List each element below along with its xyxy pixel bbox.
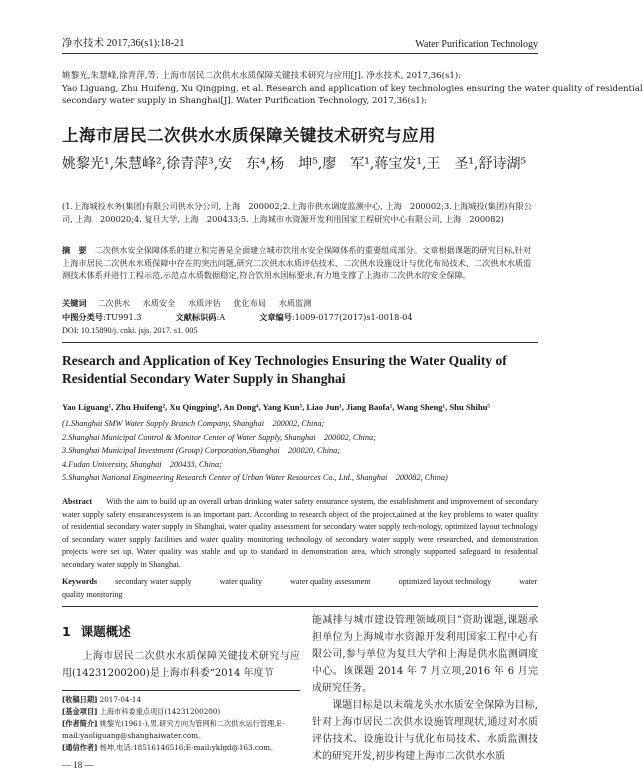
chinese-affiliations: (1.上海城投水务(集团)有限公司供水分公司, 上海 200002;2.上海市供水调度监测中心, 上海 200002;3.上海城投(集团)有限公司, 上海 200020;4. 复旦大学, 上海 200433;5. 上海城市水资源开发利用国家工程研究中心有限公司, 上海 200082) — [62, 201, 532, 224]
chinese-keyword: 二次供水 — [97, 298, 130, 308]
chinese-keyword: 水质监测 — [278, 298, 312, 308]
english-keywords-label: Keywords — [62, 577, 98, 586]
english-abstract-label: Abstract — [62, 497, 93, 506]
journal-name-en: Water Purification Technology — [415, 39, 538, 50]
citation-block — [62, 70, 643, 108]
citation-en-line1: Yao Liguang, Zhu Huifeng, Xu Qingping, et al. Research and application of key technologies ensuring the water quality of residential — [62, 83, 643, 94]
english-keyword: water quality — [219, 577, 263, 586]
english-affiliation: 4.Fudan University, Shanghai 200433, China; — [62, 459, 222, 469]
english-abstract — [62, 496, 538, 572]
english-keyword: water quality assessment — [290, 577, 371, 586]
english-affiliation: 2.Shanghai Municipal Control & Monitor Center of Water Supply, Shanghai 200002, China; — [62, 432, 376, 442]
chinese-keyword: 水质安全 — [142, 298, 176, 308]
english-title: Research and Application of Key Technologies Ensuring the Water Quality of Residential Secondary Water Supply in Shanghai — [62, 353, 507, 386]
english-affiliation: 5.Shanghai National Engineering Research Center of Urban Water Resources Co., Ltd., Shanghai 200082, China) — [62, 473, 448, 482]
chinese-authors: 姚黎光¹,朱慧峰²,徐青萍³,安 东⁴,杨 坤⁵,廖 军¹,蒋宝发¹,王 圣¹,舒诗湖⁵ — [62, 156, 527, 172]
english-keyword: optimized layout technology — [398, 577, 492, 586]
running-header — [62, 38, 538, 54]
section-divider — [62, 606, 538, 607]
chinese-abstract-text: 二次供水安全保障体系的建立和完善是全面建立城市饮用水安全保障体系的重要组成部分。文章根据课题的研究目标,针对上海市居民二次供水水质保障中存在的突出问题,研究二次供水水质评估技术、二次供水设施设计与优化布局技术、二次供水水质监测技术体系并进行工程示范,示范点水质数据稳定,符合饮用水国标要求,有力地支撑了上海市二次供水的安全保障。 — [62, 245, 532, 281]
right-column — [312, 612, 538, 765]
section-heading — [62, 622, 300, 640]
body-paragraph: 课题目标是以末端龙头水水质安全保障为目标,针对上海市居民二次供水设施管理现状,通过对水质评估技术、设施设计与优化布局技术、水质监测技术的研究开发,初步构建上海市二次供水水质 — [312, 700, 538, 762]
classification-line — [62, 312, 538, 323]
chinese-keyword: 优化布局 — [233, 298, 267, 308]
document-code: 文献标识码:A — [175, 312, 226, 322]
chinese-abstract-label: 摘 要 — [62, 245, 87, 255]
footnotes — [62, 690, 300, 754]
english-affiliations — [62, 417, 538, 485]
chinese-abstract — [62, 244, 538, 282]
english-keywords — [62, 576, 538, 601]
english-keyword: secondary water supply — [115, 577, 192, 586]
chinese-keyword: 水质评估 — [187, 298, 221, 308]
chinese-keywords-label: 关键词 — [62, 298, 87, 308]
english-keyword: water quality monitoring — [62, 577, 538, 599]
clc-number: 中图分类号:TU991.3 — [62, 312, 142, 322]
english-affiliation: 3.Shanghai Municipal Investment (Group) Corporation,Shanghai 200020, China; — [62, 446, 341, 455]
section-divider — [62, 342, 538, 343]
footnote: [作者简介] 姚黎光(1961-),男,研究方向为管网和二次供水运行管理,E-mail:yaoliguang@shanghaiwater.com。 — [62, 719, 285, 740]
english-affiliation: (1.Shanghai SMW Water Supply Branch Company, Shanghai 200002, China; — [62, 419, 325, 428]
doi: DOI: 10.15890/j. cnki. jsjs. 2017. s1. 005 — [62, 326, 198, 335]
section-title: 课题概述 — [80, 624, 131, 639]
body-paragraph: 上海市居民二次供水水质保障关键技术研究与应用(14231200200)是上海市科委“2014 年度节 — [62, 651, 300, 679]
footnote: [基金项目] 上海市科委重点项目(14231200200) — [62, 707, 221, 716]
article-number: 文章编号:1009-0177(2017)s1-0018-04 — [259, 312, 413, 322]
citation-en-line2: secondary water supply in Shanghai[J]. Water Purification Technology, 2017,36(s1): — [62, 96, 427, 106]
left-column — [62, 622, 300, 682]
citation-cn: 姚黎光,朱慧峰,徐青萍,等. 上海市居民二次供水水质保障关键技术研究与应用[J]. 净水技术, 2017,36(s1): — [62, 71, 462, 81]
chinese-keywords — [62, 298, 538, 309]
english-abstract-text: With the aim to build up an overall urban drinking water safety ensurance system, the establishment and improvement of secondary water supply safety ensurancesystem is an important part. According to research object of the project,aimed at the key problems to water quality of residential secondary water supply in Shanghai, water quality assessment for secondary water supply tech-nology, optimized layout technology of secondary water supply facilities and water quality monitoring technology of secondary water supply were researched, and demonstration projects were set up. Water quality was stable and up to standard in demonstration area, which strongly supported safeguard to residential secondary water supply in Shanghai. — [62, 497, 538, 569]
body-paragraph: 能减排与城市建设管理领域项目”资助课题,课题承担单位为上海城市水资源开发利用国家工程中心有限公司,参与单位为复旦大学和上海是供水监测调度中心。该课题 2014 年 7 月立项,2016 年 6 月完成研究任务。 — [312, 615, 538, 694]
chinese-title: 上海市居民二次供水水质保障关键技术研究与应用 — [62, 126, 436, 145]
english-authors: Yao Liguang¹, Zhu Huifeng², Xu Qingping³, An Dong⁴, Yang Kun⁵, Liao Jun¹, Jiang Baofa¹, Wang Sheng¹, Shu Shihu⁵ — [62, 402, 490, 412]
footnote: [通信作者] 杨坤,电话:18516146516;E-mail:yklgd@163.com。 — [62, 743, 278, 752]
section-number: 1 — [62, 624, 71, 639]
footnote: [收稿日期] 2017-04-14 — [62, 695, 142, 704]
journal-issue: 净水技术 2017,36(s1):18-21 — [62, 38, 185, 49]
page-number: — 18 — — [62, 760, 94, 770]
